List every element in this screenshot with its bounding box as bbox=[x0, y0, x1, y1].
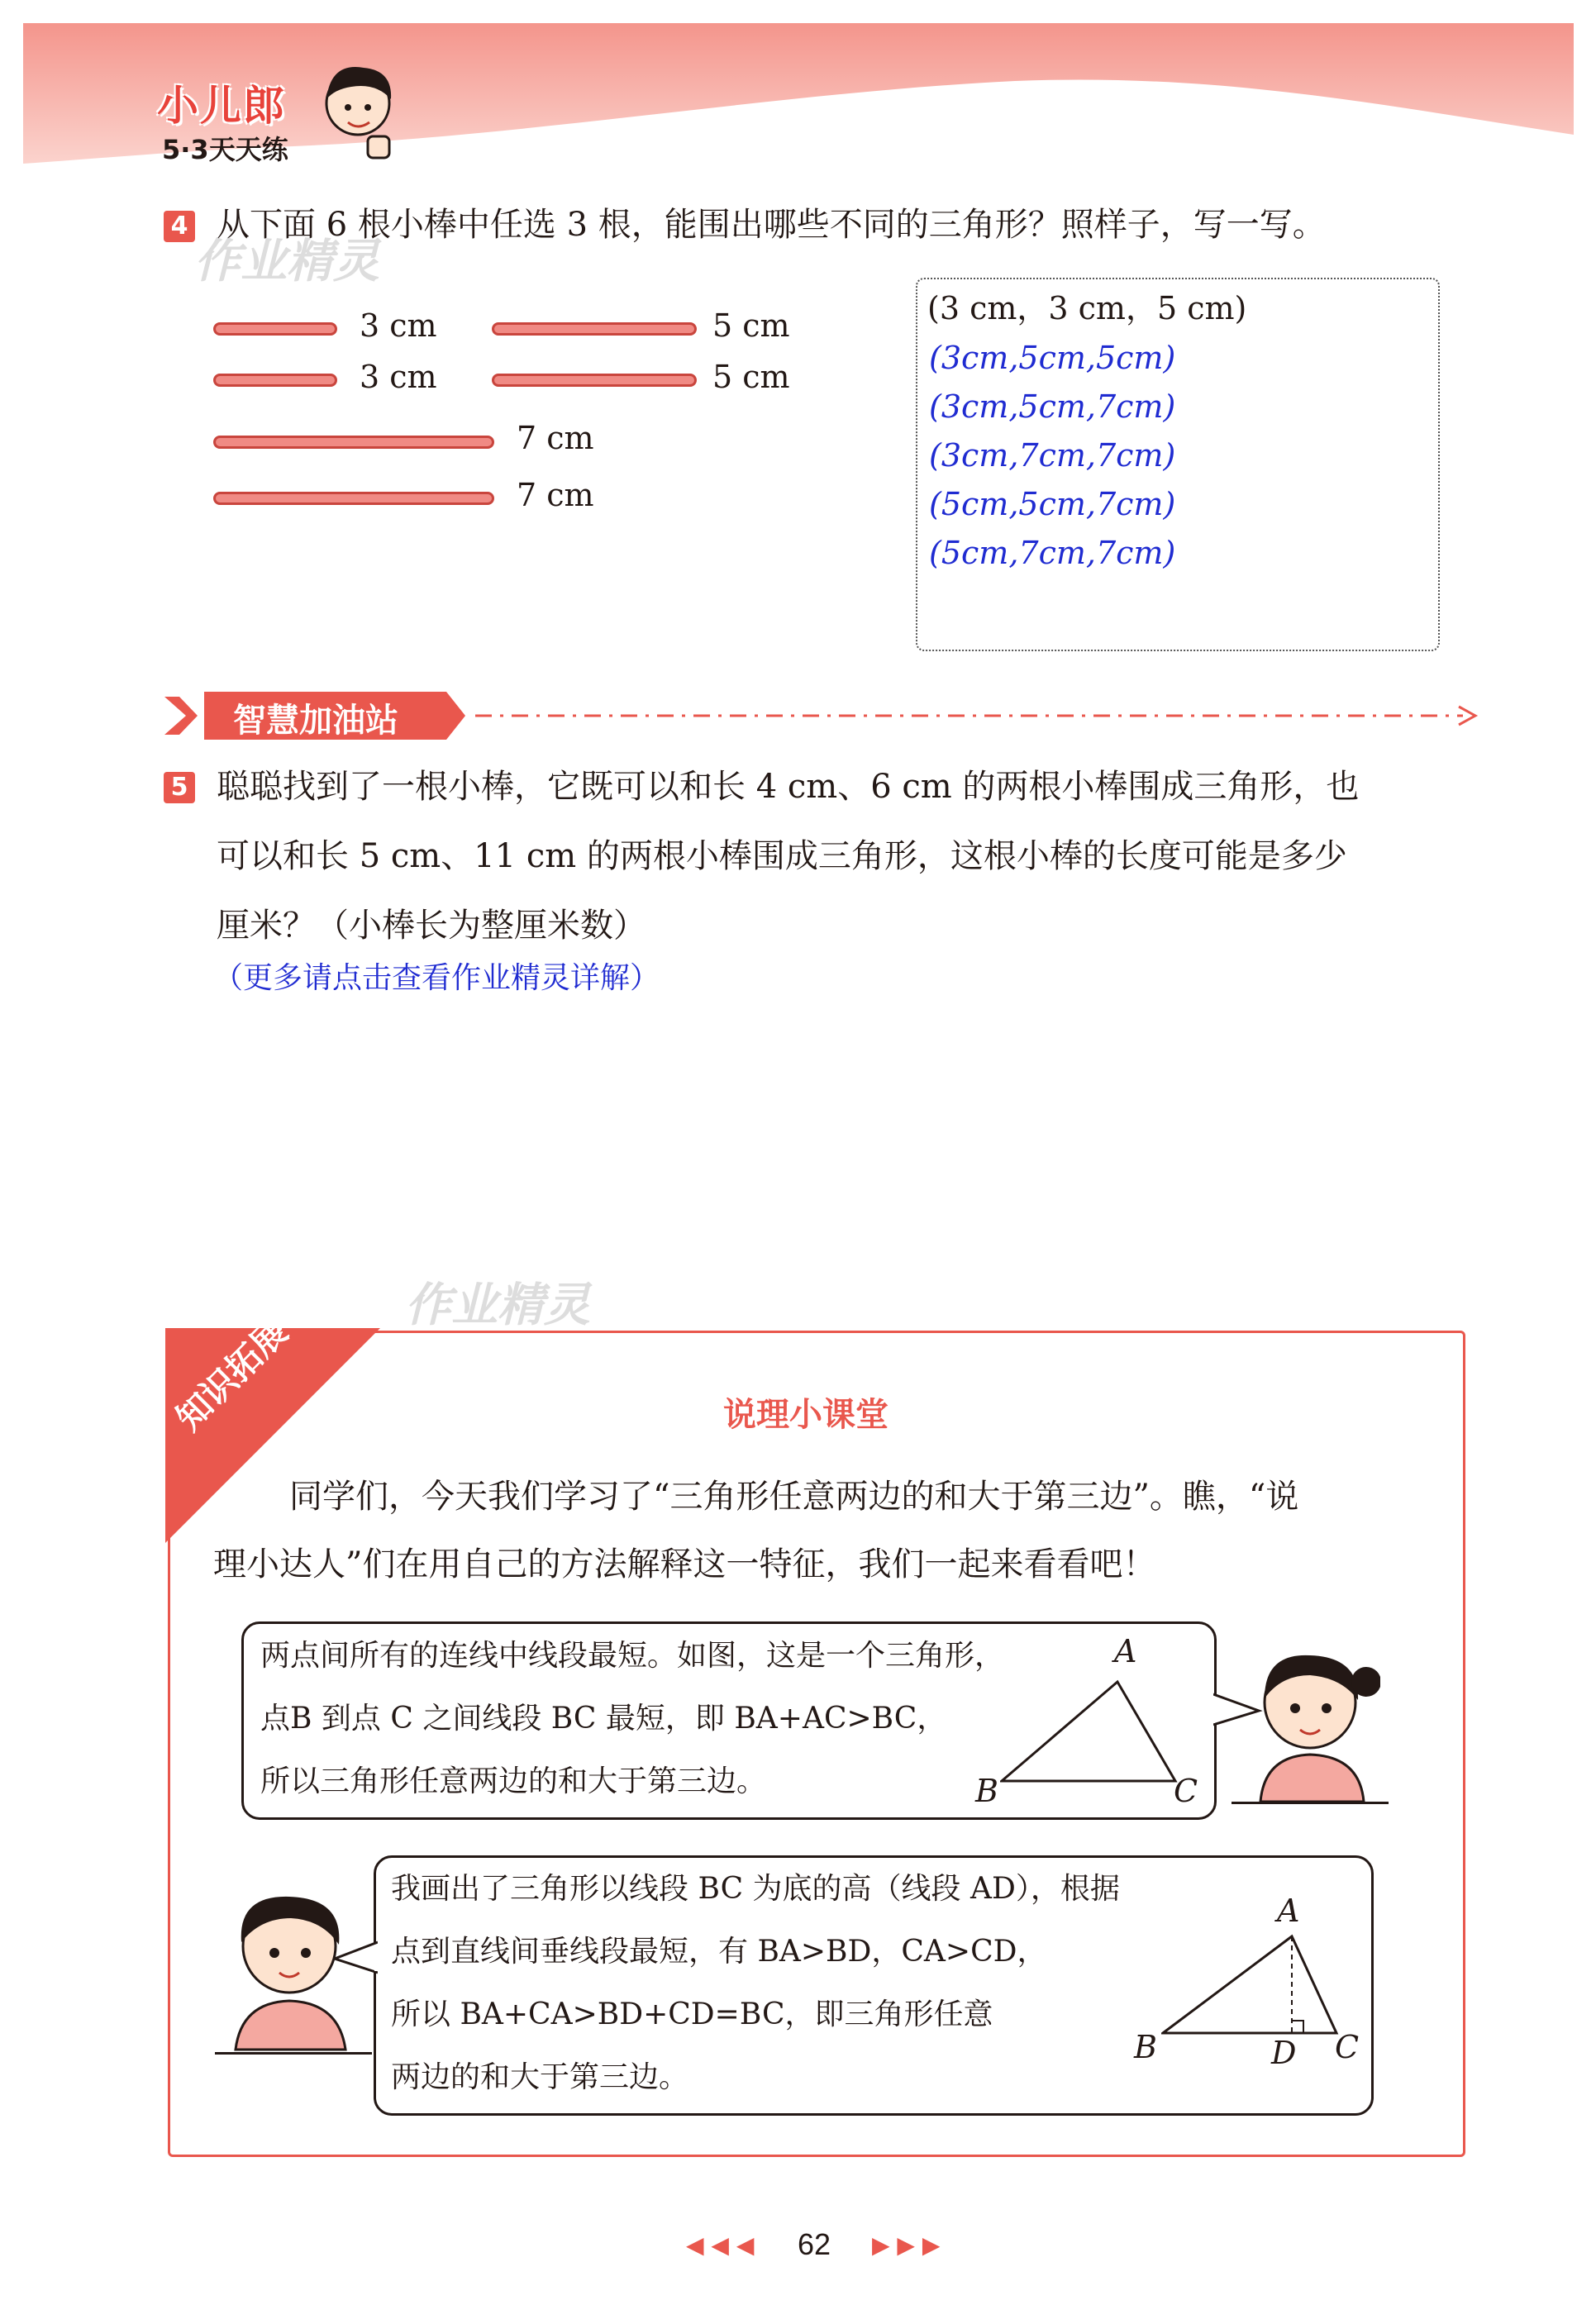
vertex-label-b: B bbox=[1134, 2029, 1157, 2065]
handwritten-answer: (3cm,5cm,7cm) bbox=[929, 388, 1176, 425]
banner-label: 智慧加油站 bbox=[233, 702, 398, 740]
stick-label: 3 cm bbox=[360, 307, 437, 344]
example-answer: (3 cm，3 cm，5 cm) bbox=[927, 290, 1247, 326]
bubble-2-line: 所以 BA+CA>BD+CD=BC，即三角形任意 bbox=[391, 1998, 993, 2031]
question-5-line: 厘米？（小棒长为整厘米数） bbox=[217, 907, 646, 945]
triangle-figure-2 bbox=[1161, 1930, 1347, 2041]
triangle-figure-1 bbox=[1000, 1674, 1186, 1789]
stick-3cm-a bbox=[213, 322, 337, 336]
bubble-2-line: 两边的和大于第三边。 bbox=[391, 2060, 689, 2094]
handwritten-answer: (5cm,7cm,7cm) bbox=[929, 535, 1176, 571]
page-number: 62 bbox=[798, 2227, 831, 2261]
knowledge-intro-line: 理小达人”们在用自己的方法解释这一特征，我们一起来看看吧！ bbox=[213, 1545, 1156, 1583]
brand-logo: 小儿郎 bbox=[157, 82, 286, 130]
more-details-link[interactable]: （更多请点击查看作业精灵详解） bbox=[213, 961, 660, 995]
bubble-1-line: 所以三角形任意两边的和大于第三边。 bbox=[260, 1764, 767, 1798]
stick-7cm-b bbox=[213, 492, 494, 505]
stick-5cm-a bbox=[492, 322, 697, 336]
desk-line bbox=[1232, 1802, 1389, 1804]
vertex-label-b: B bbox=[975, 1773, 998, 1809]
stick-3cm-b bbox=[213, 374, 337, 387]
watermark: 作业精灵 bbox=[194, 235, 379, 288]
girl-character-icon bbox=[1244, 1640, 1380, 1806]
watermark: 作业精灵 bbox=[405, 1279, 590, 1332]
mascot-boy-icon bbox=[318, 58, 401, 165]
question-number-5: 5 bbox=[164, 772, 195, 803]
stick-7cm-a bbox=[213, 436, 494, 449]
boy-character-icon bbox=[223, 1880, 355, 2054]
question-5-line: 可以和长 5 cm、11 cm 的两根小棒围成三角形，这根小棒的长度可能是多少 bbox=[217, 837, 1347, 875]
knowledge-intro-line: 同学们，今天我们学习了“三角形任意两边的和大于第三边”。瞧，“说 bbox=[289, 1478, 1299, 1516]
bubble-1-line: 两点间所有的连线中线段最短。如图，这是一个三角形， bbox=[260, 1639, 1005, 1673]
question-4-text: 从下面 6 根小棒中任选 3 根，能围出哪些不同的三角形？照样子，写一写。 bbox=[217, 206, 1326, 244]
stick-label: 7 cm bbox=[517, 477, 594, 513]
vertex-label-c: C bbox=[1174, 1773, 1198, 1809]
stick-label: 7 cm bbox=[517, 420, 594, 456]
vertex-label-a: A bbox=[1277, 1893, 1300, 1929]
question-5-line: 聪聪找到了一根小棒，它既可以和长 4 cm、6 cm 的两根小棒围成三角形，也 bbox=[217, 768, 1360, 806]
stick-5cm-b bbox=[492, 374, 697, 387]
next-page-arrows-icon[interactable]: ▶ ▶ ▶ bbox=[872, 2231, 941, 2259]
handwritten-answer: (5cm,5cm,7cm) bbox=[929, 486, 1176, 522]
knowledge-title: 说理小课堂 bbox=[723, 1396, 889, 1434]
vertex-label-d: D bbox=[1271, 2035, 1297, 2071]
stick-label: 3 cm bbox=[360, 359, 437, 395]
prev-page-arrows-icon[interactable]: ◀ ◀ ◀ bbox=[686, 2231, 755, 2259]
vertex-label-a: A bbox=[1114, 1633, 1137, 1669]
stick-label: 5 cm bbox=[712, 307, 790, 344]
bubble-2-line: 点到直线间垂线段最短，有 BA>BD，CA>CD， bbox=[391, 1935, 1047, 1969]
stick-label: 5 cm bbox=[712, 359, 790, 395]
vertex-label-c: C bbox=[1335, 2029, 1360, 2065]
knowledge-tag: 知识拓展 bbox=[168, 1311, 296, 1439]
bubble-1-line: 点B 到点 C 之间线段 BC 最短，即 BA+AC>BC， bbox=[260, 1702, 947, 1736]
series-name: 5·3天天练 bbox=[162, 134, 288, 165]
desk-line bbox=[215, 2052, 372, 2055]
question-number-4: 4 bbox=[164, 211, 195, 242]
handwritten-answer: (3cm,7cm,7cm) bbox=[929, 437, 1176, 474]
handwritten-answer: (3cm,5cm,5cm) bbox=[929, 340, 1176, 376]
bubble-2-line: 我画出了三角形以线段 BC 为底的高（线段 AD），根据 bbox=[391, 1872, 1120, 1906]
